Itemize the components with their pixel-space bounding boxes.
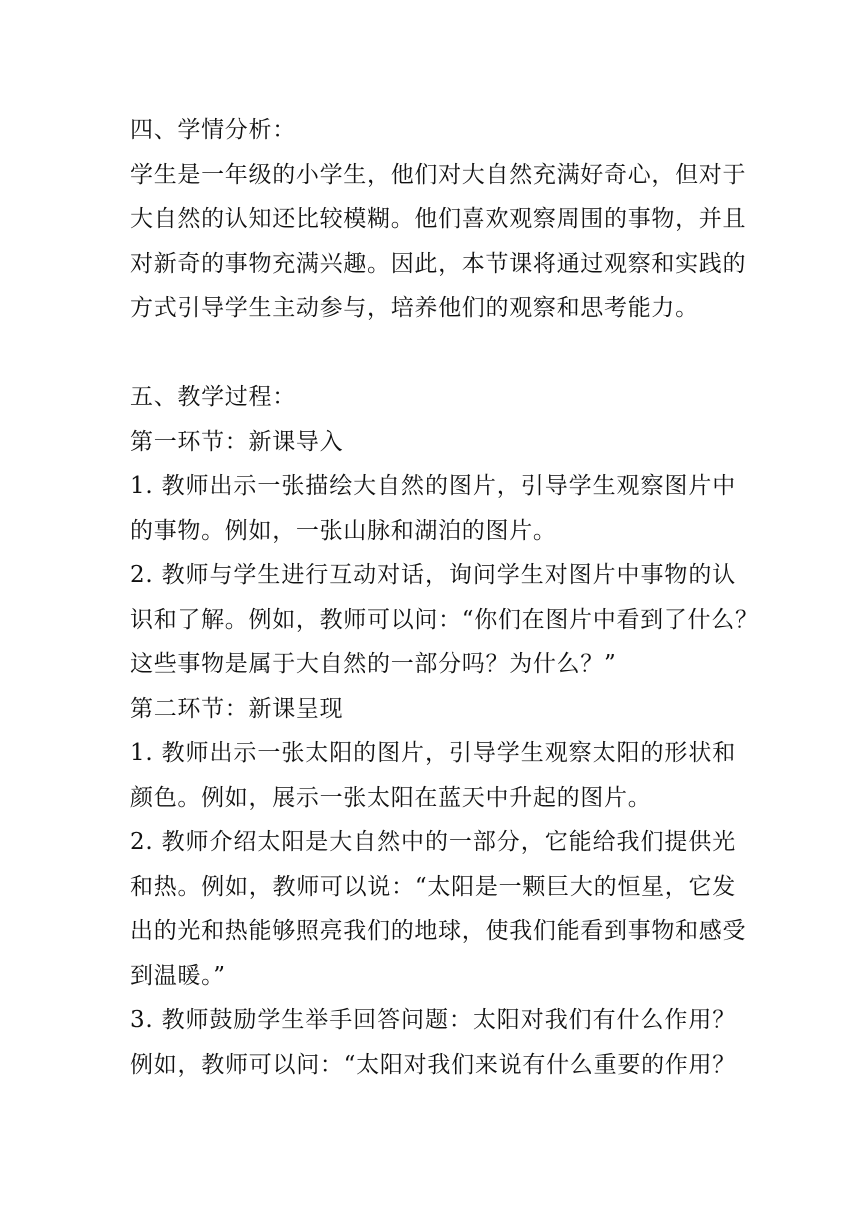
item-line: 2. 教师与学生进行互动对话，询问学生对图片中事物的认: [130, 562, 736, 588]
item-line: 例如，教师可以问：“太阳对我们来说有什么重要的作用？: [130, 1051, 736, 1078]
item-line: 1. 教师出示一张描绘大自然的图片，引导学生观察图片中: [130, 473, 736, 499]
paragraph-line: 大自然的认知还比较模糊。他们喜欢观察周围的事物，并且: [130, 206, 747, 232]
item-line: 出的光和热能够照亮我们的地球，使我们能看到事物和感受: [130, 918, 747, 944]
part2-item-2: [130, 820, 747, 998]
part2-item-3: [130, 998, 736, 1087]
paragraph-line: 对新奇的事物充满兴趣。因此，本节课将通过观察和实践的: [130, 250, 747, 277]
blank-line: [130, 331, 736, 376]
paragraph-line: 学生是一年级的小学生，他们对大自然充满好奇心，但对于: [130, 161, 747, 188]
item-line: 的事物。例如，一张山脉和湖泊的图片。: [130, 517, 557, 544]
item-line: 颜色。例如，展示一张太阳在蓝天中升起的图片。: [130, 784, 652, 811]
part1-item-1: [130, 464, 736, 553]
item-line: 到温暖。”: [130, 962, 226, 989]
part2-title: 第二环节：新课呈现: [130, 695, 344, 722]
part1-title: 第一环节：新课导入: [130, 428, 344, 455]
item-line: 这些事物是属于大自然的一部分吗？为什么？”: [130, 651, 617, 677]
document-body: [130, 108, 759, 1087]
section4-paragraph: [130, 153, 747, 331]
item-line: 识和了解。例如，教师可以问：“你们在图片中看到了什么？: [130, 606, 759, 633]
section4-heading: 四、学情分析：: [130, 117, 296, 143]
part2-item-1: [130, 731, 736, 820]
item-line: 1. 教师出示一张太阳的图片，引导学生观察太阳的形状和: [130, 740, 736, 766]
section5-heading: 五、教学过程：: [130, 384, 296, 410]
item-line: 和热。例如，教师可以说：“太阳是一颗巨大的恒星，它发: [130, 873, 736, 900]
item-line: 2. 教师介绍太阳是大自然中的一部分，它能给我们提供光: [130, 829, 736, 855]
paragraph-line: 方式引导学生主动参与，培养他们的观察和思考能力。: [130, 295, 699, 321]
item-line: 3. 教师鼓励学生举手回答问题：太阳对我们有什么作用？: [130, 1007, 736, 1033]
part1-item-2: [130, 553, 759, 687]
